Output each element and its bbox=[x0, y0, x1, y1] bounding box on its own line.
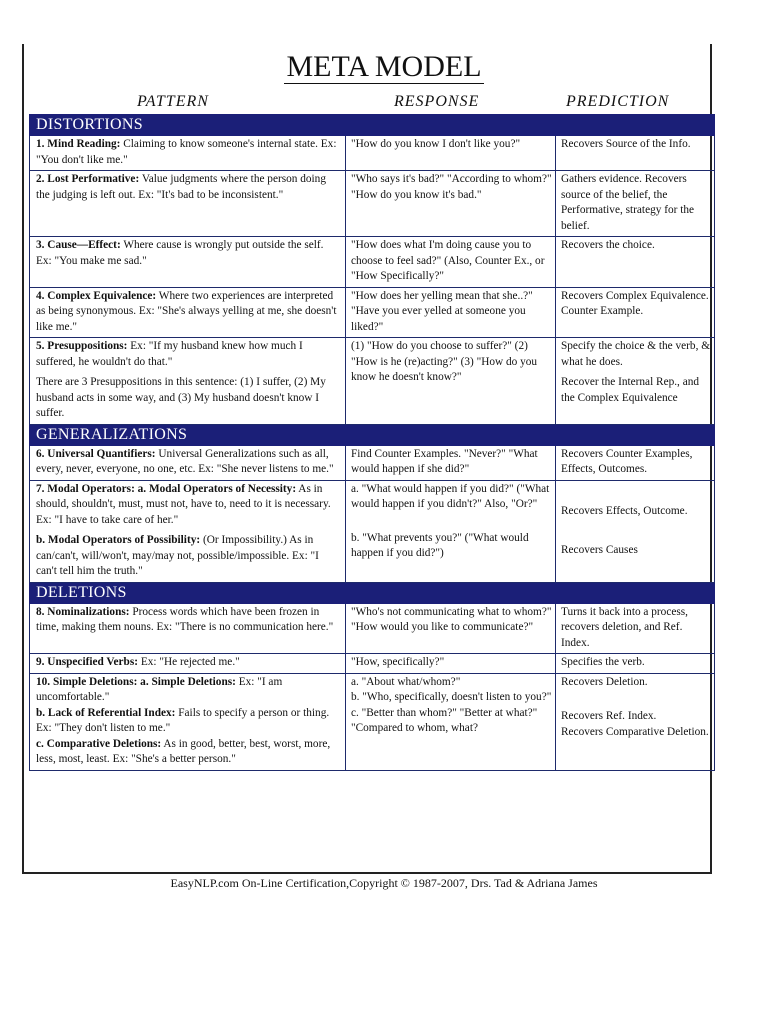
pattern-desc-b: Fails to specify a person or thing. Ex: "They don't listen to me." bbox=[36, 706, 330, 734]
pattern-name-b: b. Modal Operators of Possibility: bbox=[36, 534, 201, 546]
pattern-desc: Ex: "He rejected me." bbox=[138, 656, 240, 668]
pattern-name: 1. Mind Reading: bbox=[36, 138, 121, 150]
prediction-cell bbox=[556, 480, 715, 582]
pattern-cell bbox=[30, 673, 346, 770]
pattern-desc: Universal Generalizations such as all, every, never, everyone, no one, etc. Ex: "She never listens to me." bbox=[36, 447, 334, 475]
prediction-cell: Recovers the choice. bbox=[556, 237, 715, 288]
pattern-cell bbox=[30, 603, 346, 654]
pattern-desc: Ex: "I am uncomfortable." bbox=[36, 675, 283, 703]
section-row-distortions bbox=[30, 115, 715, 136]
response-cell: Find Counter Examples. "Never?" "What would happen if she did?" bbox=[346, 445, 556, 480]
meta-model-table bbox=[29, 114, 715, 771]
pattern-desc: As in should, shouldn't, must, must not, have to, need to it is necessary. Ex: "I have to take care of her." bbox=[36, 482, 331, 526]
response-cell: "How, specifically?" bbox=[346, 654, 556, 674]
pattern-desc: Where two experiences are interpreted as being synonymous. Ex: "She's always yelling at me, she doesn't like me." bbox=[36, 289, 337, 333]
response-cell: "Who's not communicating what to whom?" "How would you like to communicate?" bbox=[346, 603, 556, 654]
table-row bbox=[30, 338, 715, 425]
table-row bbox=[30, 654, 715, 674]
pattern-desc: Claiming to know someone's internal state. Ex: "You don't like me." bbox=[36, 138, 337, 166]
pattern-name: 4. Complex Equivalence: bbox=[36, 289, 157, 302]
prediction-text-a: Recovers Deletion. bbox=[561, 675, 648, 688]
pattern-cell bbox=[30, 654, 346, 674]
section-row-generalizations bbox=[30, 424, 715, 445]
prediction-cell: Recovers Complex Equivalence. Counter Example. bbox=[556, 287, 715, 338]
prediction-cell bbox=[556, 673, 715, 770]
section-row-deletions bbox=[30, 582, 715, 603]
column-header-pattern: PATTERN bbox=[137, 93, 209, 110]
prediction-cell: Recovers Counter Examples, Effects, Outcomes. bbox=[556, 445, 715, 480]
prediction-text-b: Recovers Causes bbox=[561, 544, 638, 556]
pattern-name: 3. Cause—Effect: bbox=[36, 239, 121, 251]
pattern-desc: Process words which have been frozen in time, making them nouns. Ex: "There is no communication here." bbox=[36, 605, 334, 633]
pattern-name: 9. Unspecified Verbs: bbox=[36, 656, 138, 668]
prediction-text-extra: Recover the Internal Rep., and the Complex Equivalence bbox=[561, 376, 700, 404]
pattern-desc: Ex: "If my husband knew how much I suffered, he wouldn't do that." bbox=[36, 340, 303, 368]
pattern-name: 8. Nominalizations: bbox=[36, 605, 130, 618]
response-text-a: a. "What would happen if you did?" ("What would happen if you didn't?" Also, "Or?" bbox=[351, 482, 550, 510]
prediction-text-b: Recovers Ref. Index. bbox=[561, 710, 657, 722]
pattern-cell bbox=[30, 136, 346, 171]
prediction-cell: Gathers evidence. Recovers source of the belief, the Performative, strategy for the belief. bbox=[556, 171, 715, 237]
response-cell: (1) "How do you choose to suffer?" (2) "How is he (re)acting?" (3) "How do you know he doesn't know?" bbox=[346, 338, 556, 425]
column-header-prediction: PREDICTION bbox=[566, 93, 670, 110]
response-text-a: a. "About what/whom?" bbox=[351, 675, 461, 688]
table-row bbox=[30, 445, 715, 480]
pattern-name: 7. Modal Operators: a. Modal Operators of Necessity: bbox=[36, 482, 297, 495]
pattern-cell bbox=[30, 237, 346, 288]
table-row bbox=[30, 603, 715, 654]
response-cell: "How do you know I don't like you?" bbox=[346, 136, 556, 171]
section-heading: DELETIONS bbox=[30, 582, 715, 603]
response-text-b: b. "Who, specifically, doesn't listen to you?" bbox=[351, 691, 552, 703]
prediction-cell bbox=[556, 338, 715, 425]
prediction-text-c: Recovers Comparative Deletion. bbox=[561, 725, 709, 738]
table-row bbox=[30, 136, 715, 171]
response-cell bbox=[346, 673, 556, 770]
pattern-cell bbox=[30, 445, 346, 480]
response-cell bbox=[346, 480, 556, 582]
table-row bbox=[30, 673, 715, 770]
column-header-response: RESPONSE bbox=[394, 93, 480, 110]
prediction-text: Specify the choice & the verb, & what he does. bbox=[561, 340, 711, 368]
pattern-cell bbox=[30, 480, 346, 582]
page-title: META MODEL bbox=[286, 50, 482, 83]
pattern-desc: Value judgments where the person doing the judging is left out. Ex: "It's bad to be inconsistent." bbox=[36, 173, 326, 201]
response-cell: "How does her yelling mean that she..?" "Have you ever yelled at someone you liked?" bbox=[346, 287, 556, 338]
response-cell: "How does what I'm doing cause you to choose to feel sad?" (Also, Counter Ex., or "How Specifically?" bbox=[346, 237, 556, 288]
table-row bbox=[30, 237, 715, 288]
pattern-desc-c: As in good, better, best, worst, more, less, most, least. Ex: "She's a better person." bbox=[36, 737, 331, 765]
response-text-b: b. "What prevents you?" ("What would happen if you did?") bbox=[351, 531, 529, 559]
section-heading: DISTORTIONS bbox=[30, 115, 715, 136]
pattern-name: 2. Lost Performative: bbox=[36, 173, 140, 185]
prediction-cell: Turns it back into a process, recovers deletion, and Ref. Index. bbox=[556, 603, 715, 654]
prediction-text-a: Recovers Effects, Outcome. bbox=[561, 504, 688, 517]
pattern-name-c: c. Comparative Deletions: bbox=[36, 737, 162, 750]
table-row bbox=[30, 287, 715, 338]
pattern-cell bbox=[30, 171, 346, 237]
pattern-cell bbox=[30, 287, 346, 338]
table-row bbox=[30, 480, 715, 582]
copyright-footer: EasyNLP.com On-Line Certification,Copyright © 1987-2007, Drs. Tad & Adriana James bbox=[170, 876, 598, 890]
section-heading: GENERALIZATIONS bbox=[30, 424, 715, 445]
pattern-name: 10. Simple Deletions: a. Simple Deletions: bbox=[36, 675, 236, 688]
pattern-desc: Where cause is wrongly put outside the self. Ex: "You make me sad." bbox=[36, 239, 324, 267]
pattern-desc-b: (Or Impossibility.) As in can/can't, will/won't, may/may not, possible/impossible. Ex: "I can't tell him the truth." bbox=[36, 534, 319, 577]
prediction-cell: Specifies the verb. bbox=[556, 654, 715, 674]
prediction-cell: Recovers Source of the Info. bbox=[556, 136, 715, 171]
pattern-name: 5. Presuppositions: bbox=[36, 340, 128, 352]
pattern-name: 6. Universal Quantifiers: bbox=[36, 447, 156, 460]
table-row bbox=[30, 171, 715, 237]
pattern-cell bbox=[30, 338, 346, 425]
pattern-name-b: b. Lack of Referential Index: bbox=[36, 706, 176, 719]
response-text-c: c. "Better than whom?" "Better at what?" "Compared to whom, what? bbox=[351, 706, 538, 734]
response-cell: "Who says it's bad?" "According to whom?" "How do you know it's bad." bbox=[346, 171, 556, 237]
pattern-desc-extra: There are 3 Presuppositions in this sentence: (1) I suffer, (2) My husband acts in some way, and (3) My husband doesn't know I suffer. bbox=[36, 376, 326, 419]
